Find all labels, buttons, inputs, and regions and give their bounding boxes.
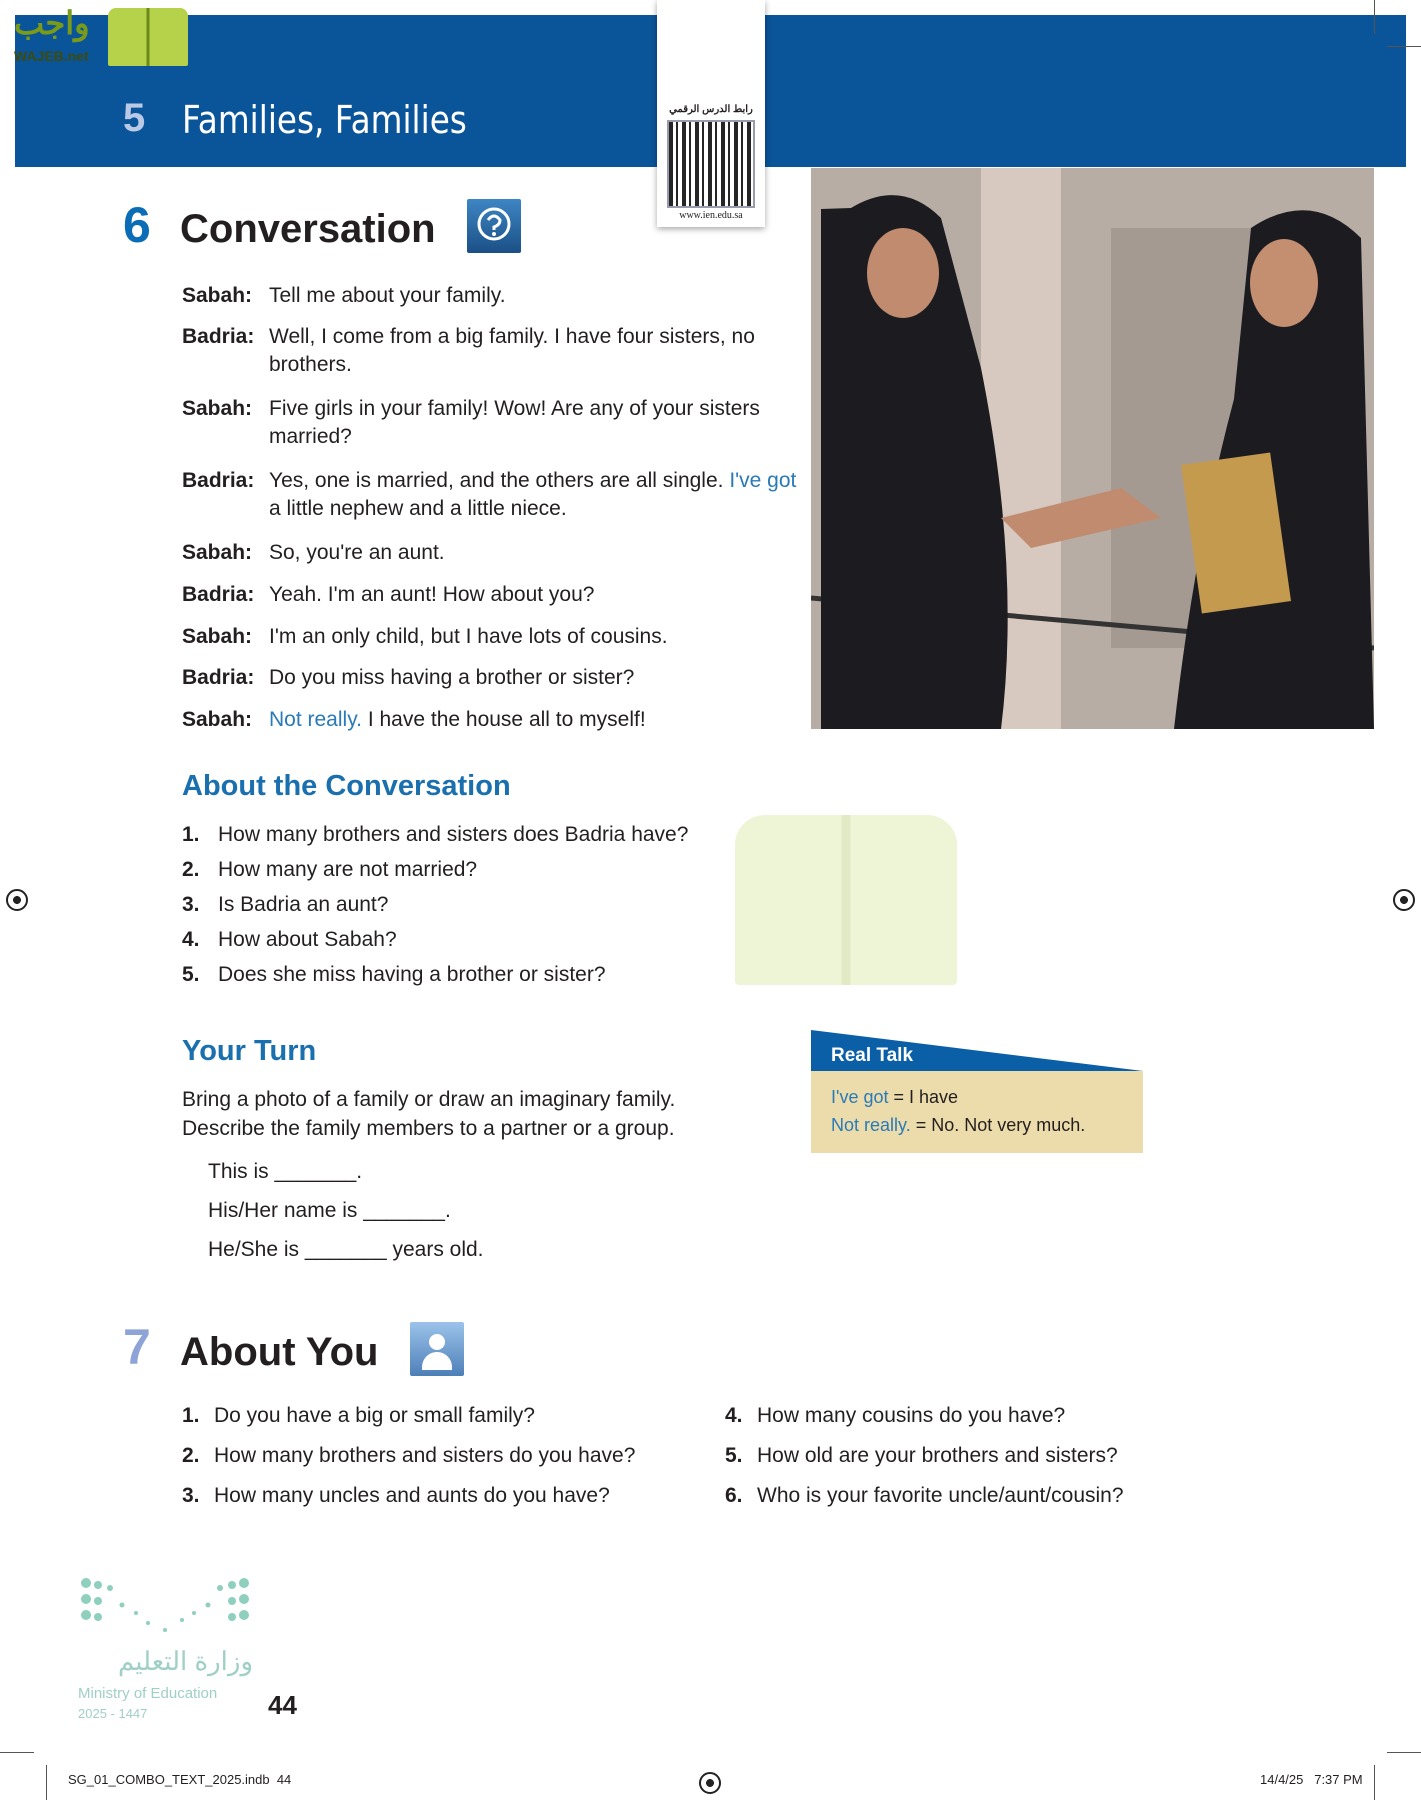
ministry-english: Ministry of Education bbox=[78, 1685, 218, 1702]
prompt-name: His/Her name is _______. bbox=[208, 1199, 451, 1222]
crop-mark bbox=[1387, 46, 1421, 47]
wajeb-watermark bbox=[735, 815, 957, 985]
dialogue-line bbox=[182, 539, 804, 567]
question-text: How many brothers and sisters do you have? bbox=[214, 1444, 636, 1467]
book-icon bbox=[108, 8, 188, 66]
question-item bbox=[182, 1484, 610, 1508]
qr-url[interactable]: www.ien.edu.sa bbox=[679, 210, 743, 221]
crop-mark bbox=[46, 1765, 47, 1800]
dialogue-text-part: a little nephew and a little niece. bbox=[269, 497, 567, 520]
question-number: 5. bbox=[182, 963, 200, 986]
question-item bbox=[182, 858, 477, 882]
crop-mark bbox=[1387, 1752, 1421, 1753]
speaker-name: Badria: bbox=[182, 469, 255, 492]
dialogue-line bbox=[182, 664, 804, 692]
unit-title: Families, Families bbox=[182, 98, 467, 142]
crop-mark bbox=[0, 1752, 34, 1753]
your-turn-line-2: Describe the family members to a partner or a group. bbox=[182, 1117, 675, 1140]
your-turn-heading: Your Turn bbox=[182, 1035, 317, 1067]
question-item bbox=[182, 963, 606, 987]
dialogue-line bbox=[182, 282, 804, 310]
crop-mark bbox=[1374, 0, 1375, 34]
question-number: 4. bbox=[725, 1404, 743, 1427]
section-number: 6 bbox=[123, 197, 151, 253]
dialogue-text bbox=[269, 581, 594, 609]
footer-file: SG_01_COMBO_TEXT_2025.indb 44 bbox=[68, 1772, 292, 1787]
section-number: 7 bbox=[123, 1319, 151, 1375]
dialogue-text bbox=[269, 664, 634, 692]
speaker-name: Sabah: bbox=[182, 625, 253, 648]
dialogue-text-part: Well, I come from a big family. I have four sisters, no brothers. bbox=[269, 325, 755, 376]
dialogue-line bbox=[182, 323, 804, 379]
question-number: 4. bbox=[182, 928, 200, 951]
question-text: How many are not married? bbox=[218, 858, 478, 881]
dialogue-text-part: So, you're an aunt. bbox=[269, 541, 445, 564]
speaker-name: Sabah: bbox=[182, 708, 253, 731]
question-number: 3. bbox=[182, 1484, 200, 1507]
dialogue-text-part: Yes, one is married, and the others are all single. bbox=[269, 469, 724, 492]
dialogue-text-part: I'm an only child, but I have lots of cousins. bbox=[269, 625, 668, 648]
dialogue-line bbox=[182, 623, 804, 651]
dialogue-line bbox=[182, 467, 804, 523]
speaker-name: Badria: bbox=[182, 325, 255, 348]
question-bubble-icon bbox=[467, 199, 521, 253]
question-text: How many cousins do you have? bbox=[757, 1404, 1066, 1427]
real-talk-term: I've got bbox=[831, 1087, 889, 1107]
dialogue-text-part: I have the house all to myself! bbox=[367, 708, 646, 731]
your-turn-line-1: Bring a photo of a family or draw an imaginary family. bbox=[182, 1088, 676, 1111]
question-text: Is Badria an aunt? bbox=[218, 893, 389, 916]
question-item bbox=[182, 1444, 635, 1468]
question-number: 3. bbox=[182, 893, 200, 916]
real-talk-meaning: = No. Not very much. bbox=[915, 1115, 1086, 1135]
real-talk-term: Not really. bbox=[831, 1115, 911, 1135]
dialogue-line bbox=[182, 706, 804, 734]
question-item bbox=[182, 928, 397, 952]
real-talk-item bbox=[831, 1111, 1123, 1139]
question-text: Does she miss having a brother or sister? bbox=[218, 963, 606, 986]
question-number: 2. bbox=[182, 1444, 200, 1467]
ministry-arabic: وزارة التعليم bbox=[117, 1646, 253, 1676]
qr-code-icon[interactable] bbox=[667, 120, 755, 208]
wajeb-logo-latin: WAJEB.net bbox=[14, 48, 89, 64]
prompt-age: He/She is _______ years old. bbox=[208, 1238, 484, 1261]
speaker-name: Sabah: bbox=[182, 397, 253, 420]
question-number: 2. bbox=[182, 858, 200, 881]
your-turn-instructions bbox=[182, 1085, 675, 1143]
speaker-name: Badria: bbox=[182, 666, 255, 689]
dialogue-highlight: I've got bbox=[729, 469, 797, 492]
question-text: How many brothers and sisters does Badria have? bbox=[218, 823, 689, 846]
question-number: 1. bbox=[182, 823, 200, 846]
speaker-name: Sabah: bbox=[182, 541, 253, 564]
speaker-name: Sabah: bbox=[182, 284, 253, 307]
unit-number: 5 bbox=[123, 96, 146, 140]
dialogue-highlight: Not really. bbox=[269, 708, 362, 731]
question-item bbox=[182, 893, 388, 917]
question-text: How old are your brothers and sisters? bbox=[757, 1444, 1118, 1467]
question-item bbox=[182, 823, 688, 847]
dialogue-text bbox=[269, 323, 804, 379]
question-item bbox=[725, 1444, 1118, 1468]
real-talk-meaning: = I have bbox=[893, 1087, 959, 1107]
dialogue-text bbox=[269, 282, 506, 310]
wajeb-logo-arabic: واجب bbox=[14, 5, 90, 41]
real-talk-title: Real Talk bbox=[831, 1045, 914, 1066]
photo-two-women-handshake bbox=[811, 168, 1374, 729]
prompt-this-is: This is _______. bbox=[208, 1160, 363, 1183]
question-text: Who is your favorite uncle/aunt/cousin? bbox=[757, 1484, 1124, 1507]
question-item bbox=[725, 1404, 1065, 1428]
dialogue-text bbox=[269, 539, 445, 567]
watermark-book-icon bbox=[735, 815, 957, 985]
about-conversation-heading: About the Conversation bbox=[182, 770, 511, 802]
footer-date: 14/4/25 7:37 PM bbox=[1260, 1772, 1363, 1787]
section-title: Conversation bbox=[180, 207, 436, 251]
qr-label: رابط الدرس الرقمي bbox=[669, 104, 753, 115]
dialogue-text bbox=[269, 395, 804, 451]
dialogue-text bbox=[269, 623, 668, 651]
dialogue-text-part: Five girls in your family! Wow! Are any of your sisters married? bbox=[269, 397, 760, 448]
dialogue-text-part: Tell me about your family. bbox=[269, 284, 506, 307]
dialogue-line bbox=[182, 395, 804, 451]
wajeb-logo bbox=[10, 4, 190, 68]
question-text: Do you have a big or small family? bbox=[214, 1404, 535, 1427]
question-number: 6. bbox=[725, 1484, 743, 1507]
speaker-name: Badria: bbox=[182, 583, 255, 606]
registration-mark-icon bbox=[699, 1772, 721, 1794]
registration-mark-icon bbox=[6, 889, 28, 911]
question-number: 5. bbox=[725, 1444, 743, 1467]
dialogue-line bbox=[182, 581, 804, 609]
question-number: 1. bbox=[182, 1404, 200, 1427]
section-title: About You bbox=[180, 1330, 379, 1374]
question-item bbox=[725, 1484, 1124, 1508]
real-talk-item bbox=[831, 1083, 1123, 1111]
question-text: How many uncles and aunts do you have? bbox=[214, 1484, 610, 1507]
dialogue-text bbox=[269, 706, 646, 734]
ministry-dots-icon bbox=[78, 1575, 253, 1635]
question-item bbox=[182, 1404, 535, 1428]
registration-mark-icon bbox=[1393, 889, 1415, 911]
question-text: How about Sabah? bbox=[218, 928, 397, 951]
ministry-logo bbox=[78, 1575, 253, 1725]
ministry-year: 2025 - 1447 bbox=[78, 1706, 148, 1721]
crop-mark bbox=[1374, 1765, 1375, 1800]
person-icon bbox=[410, 1322, 464, 1376]
dialogue-text bbox=[269, 467, 804, 523]
page-number: 44 bbox=[268, 1690, 297, 1720]
real-talk-box bbox=[811, 1030, 1143, 1153]
dialogue-text-part: Yeah. I'm an aunt! How about you? bbox=[269, 583, 595, 606]
qr-card[interactable] bbox=[657, 0, 765, 227]
dialogue-text-part: Do you miss having a brother or sister? bbox=[269, 666, 635, 689]
